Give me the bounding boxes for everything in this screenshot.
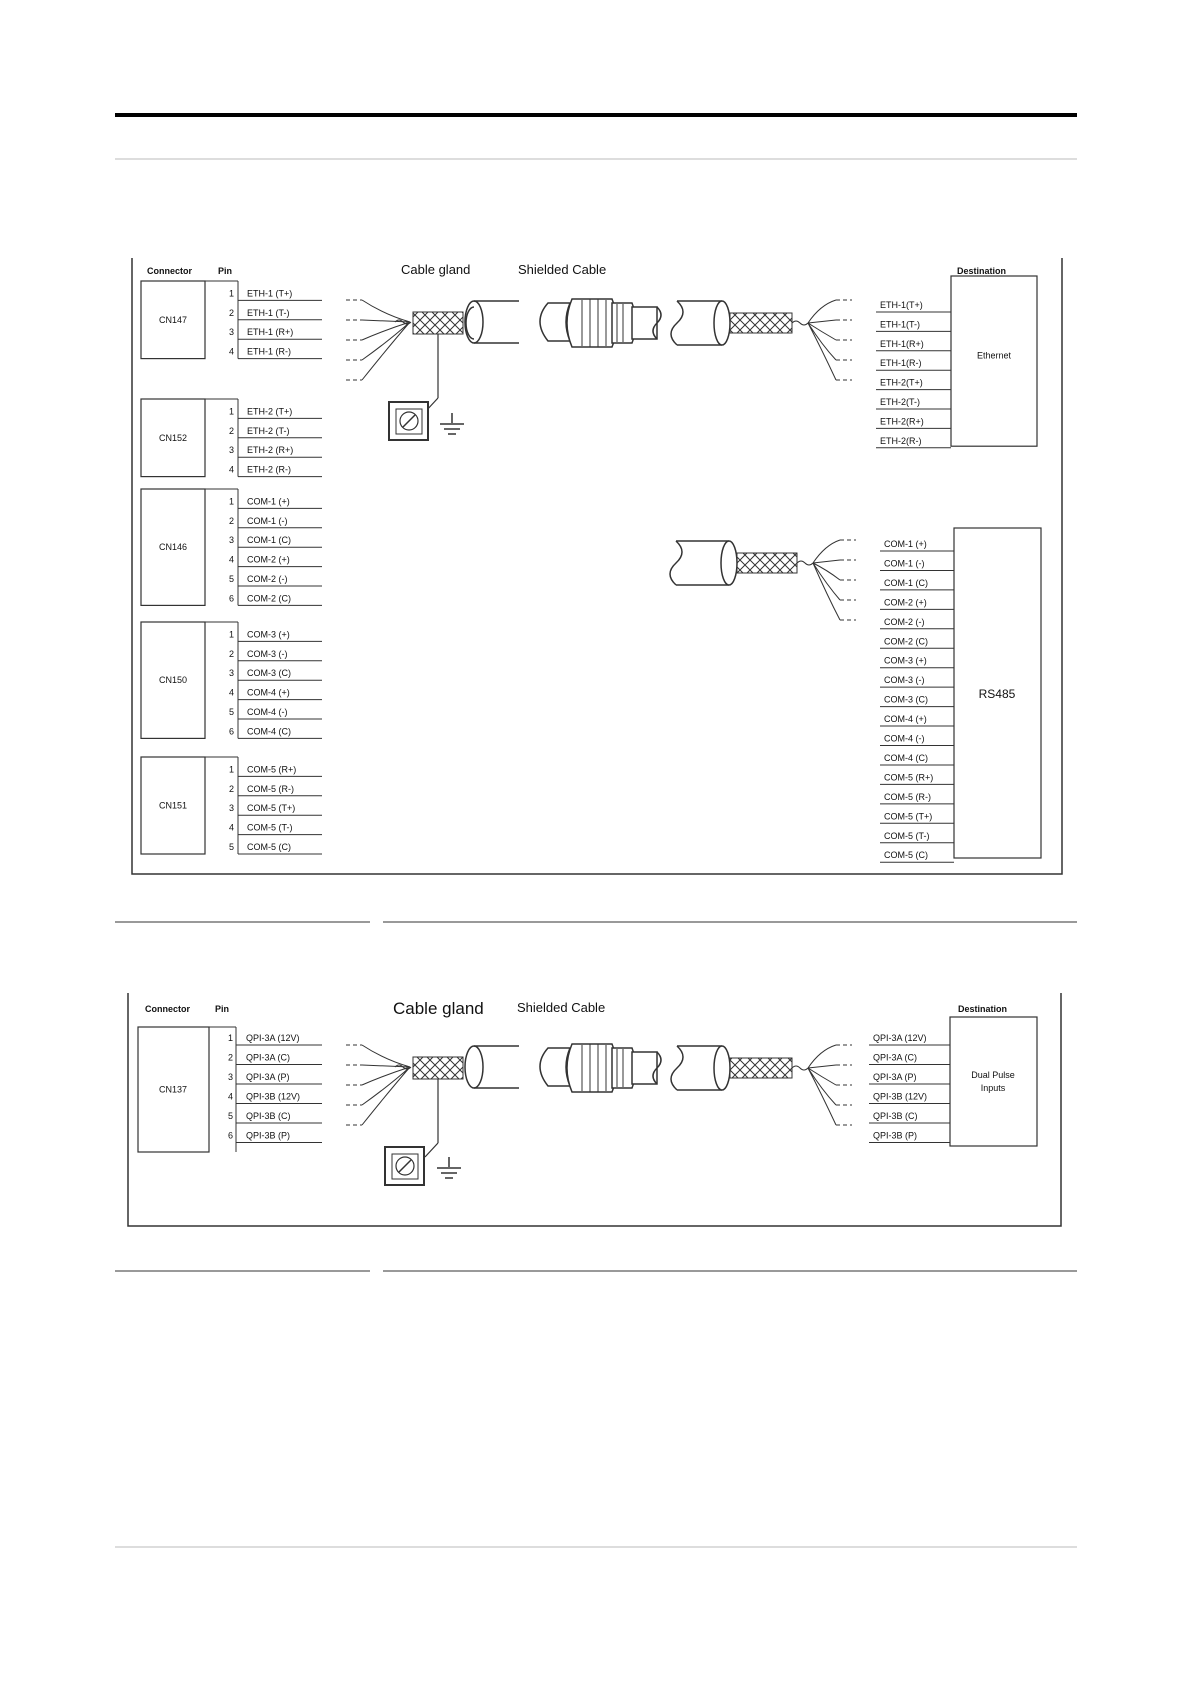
destination-signal: COM-3 (+) xyxy=(884,655,927,666)
pin-number: 4 xyxy=(228,822,234,833)
pin-number: 6 xyxy=(228,593,234,604)
wiring-diagram-1 xyxy=(132,258,1062,874)
pin-signal: QPI-3A (12V) xyxy=(246,1033,300,1043)
destination-signal: ETH-1(R-) xyxy=(880,358,922,369)
diagram-2-frame xyxy=(128,993,1061,1226)
destination-signal: COM-5 (R+) xyxy=(884,772,934,783)
cable-assembly-ethernet xyxy=(346,299,852,440)
pin-number: 1 xyxy=(228,496,234,507)
pin-signal: COM-4 (C) xyxy=(247,726,291,737)
destination-header: Destination xyxy=(958,1004,1008,1014)
destination-signal: COM-5 (T-) xyxy=(884,830,930,841)
pin-signal: COM-5 (R+) xyxy=(247,764,297,775)
destination-signal: ETH-2(R-) xyxy=(880,435,922,446)
destination-signal: QPI-3A (C) xyxy=(873,1052,918,1063)
connector-cn151 xyxy=(141,757,322,854)
destination-ethernet xyxy=(876,276,1037,448)
pin-signal: ETH-2 (R-) xyxy=(247,464,291,475)
destination-signal: ETH-1(T-) xyxy=(880,319,920,330)
cable-gland-label: Cable gland xyxy=(393,999,484,1018)
pin-signal: COM-4 (+) xyxy=(247,687,290,698)
pin-number: 1 xyxy=(228,406,234,417)
pin-number: 4 xyxy=(228,687,234,698)
destination-signal: ETH-1(R+) xyxy=(880,338,924,349)
destination-signal: QPI-3A (P) xyxy=(873,1072,917,1082)
destination-label: Dual Pulse xyxy=(971,1070,1015,1080)
destination-signal: COM-4 (-) xyxy=(884,733,925,744)
pin-signal: QPI-3B (12V) xyxy=(246,1091,301,1102)
pin-number: 1 xyxy=(228,629,234,640)
pin-signal: ETH-2 (T+) xyxy=(247,406,293,417)
pin-signal: COM-2 (C) xyxy=(247,593,291,604)
pin-number: 5 xyxy=(228,574,234,584)
destination-signal: COM-1 (+) xyxy=(884,539,927,549)
destination-signal: COM-2 (C) xyxy=(884,636,928,647)
cable-assembly-rs485 xyxy=(670,540,856,620)
pin-signal: ETH-1 (T-) xyxy=(247,307,290,318)
pin-signal: COM-2 (+) xyxy=(247,554,290,565)
header-rule-thick xyxy=(115,113,1077,117)
shield-braid-left xyxy=(413,1057,463,1079)
pin-signal: COM-4 (-) xyxy=(247,707,288,717)
destination-signal: COM-2 (-) xyxy=(884,616,925,627)
pin-number: 5 xyxy=(228,707,234,717)
pin-number: 3 xyxy=(227,1072,233,1082)
pin-header: Pin xyxy=(215,1004,230,1014)
shield-braid-rs485 xyxy=(737,553,797,573)
destination-label: Ethernet xyxy=(976,350,1012,361)
connector-cn146 xyxy=(141,489,322,605)
pin-number: 3 xyxy=(228,327,234,338)
pin-signal: ETH-1 (R-) xyxy=(247,346,291,357)
wire-bundle-right xyxy=(808,300,836,380)
pin-number: 2 xyxy=(228,515,234,526)
connector-label: CN151 xyxy=(158,800,188,811)
destination-signal: QPI-3B (12V) xyxy=(873,1091,928,1102)
pin-signal: COM-5 (T+) xyxy=(247,803,296,814)
pin-number: 2 xyxy=(227,1052,233,1063)
destination-signal: COM-5 (T+) xyxy=(884,811,933,822)
connector-block-cn137 xyxy=(138,1027,322,1152)
destination-block-dual-pulse xyxy=(869,1017,1037,1146)
pin-signal: ETH-1 (T+) xyxy=(247,288,293,299)
pin-number: 4 xyxy=(228,554,234,565)
pin-number: 4 xyxy=(228,464,234,475)
pin-number: 6 xyxy=(228,726,234,737)
shielded-cable-label: Shielded Cable xyxy=(518,262,607,277)
pin-signal: ETH-2 (T-) xyxy=(247,425,290,436)
pin-number: 3 xyxy=(228,445,234,456)
cable-break-rs485 xyxy=(670,541,682,585)
destination-signal: COM-4 (C) xyxy=(884,752,928,763)
connector-blocks xyxy=(141,281,322,854)
pin-signal: COM-2 (-) xyxy=(247,574,288,584)
pin-signal: COM-3 (+) xyxy=(247,629,290,640)
pin-signal: ETH-1 (R+) xyxy=(247,327,294,338)
destination-signal: QPI-3B (P) xyxy=(873,1130,918,1141)
pin-number: 2 xyxy=(228,783,234,794)
pin-signal: COM-5 (C) xyxy=(247,842,291,852)
destination-signal: COM-3 (C) xyxy=(884,694,928,705)
destination-signal: ETH-1(T+) xyxy=(880,300,923,310)
pin-number: 2 xyxy=(228,648,234,659)
destination-label: RS485 xyxy=(978,687,1016,701)
destination-signal: COM-3 (-) xyxy=(884,675,925,686)
pin-signal: COM-3 (-) xyxy=(247,648,288,659)
destination-box xyxy=(951,276,1037,446)
connector-cn147 xyxy=(141,281,322,359)
cable-gland-label: Cable gland xyxy=(401,262,471,277)
destination-signal: ETH-2(T+) xyxy=(880,377,923,388)
pin-number: 4 xyxy=(228,346,234,357)
destination-signal: COM-2 (+) xyxy=(884,597,927,608)
shield-braid-right xyxy=(730,313,792,333)
connector-cn152 xyxy=(141,399,322,477)
destination-signal: ETH-2(R+) xyxy=(880,416,924,427)
pin-signal: COM-3 (C) xyxy=(247,668,291,679)
destination-signal: COM-1 (C) xyxy=(884,577,928,588)
destination-blocks xyxy=(876,276,1041,862)
pin-signal: QPI-3A (P) xyxy=(246,1072,290,1082)
connector-label: CN147 xyxy=(158,314,188,325)
connector-label: CN137 xyxy=(158,1084,188,1095)
connector-label: CN146 xyxy=(158,542,188,553)
pin-header: Pin xyxy=(218,266,233,276)
twisted-pair-right xyxy=(792,321,808,325)
destination-header: Destination xyxy=(957,266,1007,276)
ground-icon xyxy=(440,413,464,434)
wire-bundle-left xyxy=(362,300,410,380)
pin-signal: QPI-3A (C) xyxy=(246,1052,291,1063)
pin-number: 3 xyxy=(228,535,234,546)
pin-signal: ETH-2 (R+) xyxy=(247,445,294,456)
pin-number: 6 xyxy=(227,1130,233,1141)
connector-label: CN150 xyxy=(158,675,188,686)
shield-braid-right xyxy=(730,1058,792,1078)
connector-label: CN152 xyxy=(158,432,188,443)
wire-bundle-rs485 xyxy=(813,540,840,620)
connector-header: Connector xyxy=(147,266,192,276)
cable-assembly-pulse xyxy=(346,1044,852,1185)
pin-number: 5 xyxy=(228,842,234,852)
destination-box xyxy=(950,1017,1037,1146)
pin-number: 2 xyxy=(228,425,234,436)
destination-signal: QPI-3A (12V) xyxy=(873,1033,927,1043)
pin-number: 2 xyxy=(228,307,234,318)
ground-icon xyxy=(437,1157,461,1178)
destination-signal: ETH-2(T-) xyxy=(880,397,920,407)
pin-signal: COM-1 (C) xyxy=(247,535,291,546)
pin-number: 1 xyxy=(228,764,234,775)
destination-label: Inputs xyxy=(980,1083,1006,1093)
destination-signal: QPI-3B (C) xyxy=(873,1111,918,1121)
destination-signal: COM-5 (R-) xyxy=(884,791,931,802)
connector-header: Connector xyxy=(145,1004,190,1014)
pin-number: 1 xyxy=(227,1033,233,1043)
pin-number: 4 xyxy=(227,1091,233,1102)
destination-rs485 xyxy=(880,528,1041,862)
shield-braid-left xyxy=(413,312,463,334)
cable-break-right xyxy=(671,301,683,345)
connector-cn150 xyxy=(141,622,322,738)
pin-number: 1 xyxy=(228,288,234,299)
pin-signal: COM-5 (R-) xyxy=(247,783,294,794)
pin-signal: QPI-3B (P) xyxy=(246,1130,291,1141)
destination-signal: COM-4 (+) xyxy=(884,714,927,725)
pin-number: 3 xyxy=(228,668,234,679)
pin-number: 3 xyxy=(228,803,234,814)
wiring-diagram-2 xyxy=(128,993,1061,1226)
pin-number: 5 xyxy=(227,1111,233,1121)
pin-signal: QPI-3B (C) xyxy=(246,1111,291,1121)
destination-signal: COM-1 (-) xyxy=(884,558,925,569)
shielded-cable-label: Shielded Cable xyxy=(517,1000,606,1015)
destination-signal: COM-5 (C) xyxy=(884,850,928,861)
pin-signal: COM-5 (T-) xyxy=(247,822,293,833)
pin-signal: COM-1 (-) xyxy=(247,515,288,526)
pin-signal: COM-1 (+) xyxy=(247,496,290,507)
